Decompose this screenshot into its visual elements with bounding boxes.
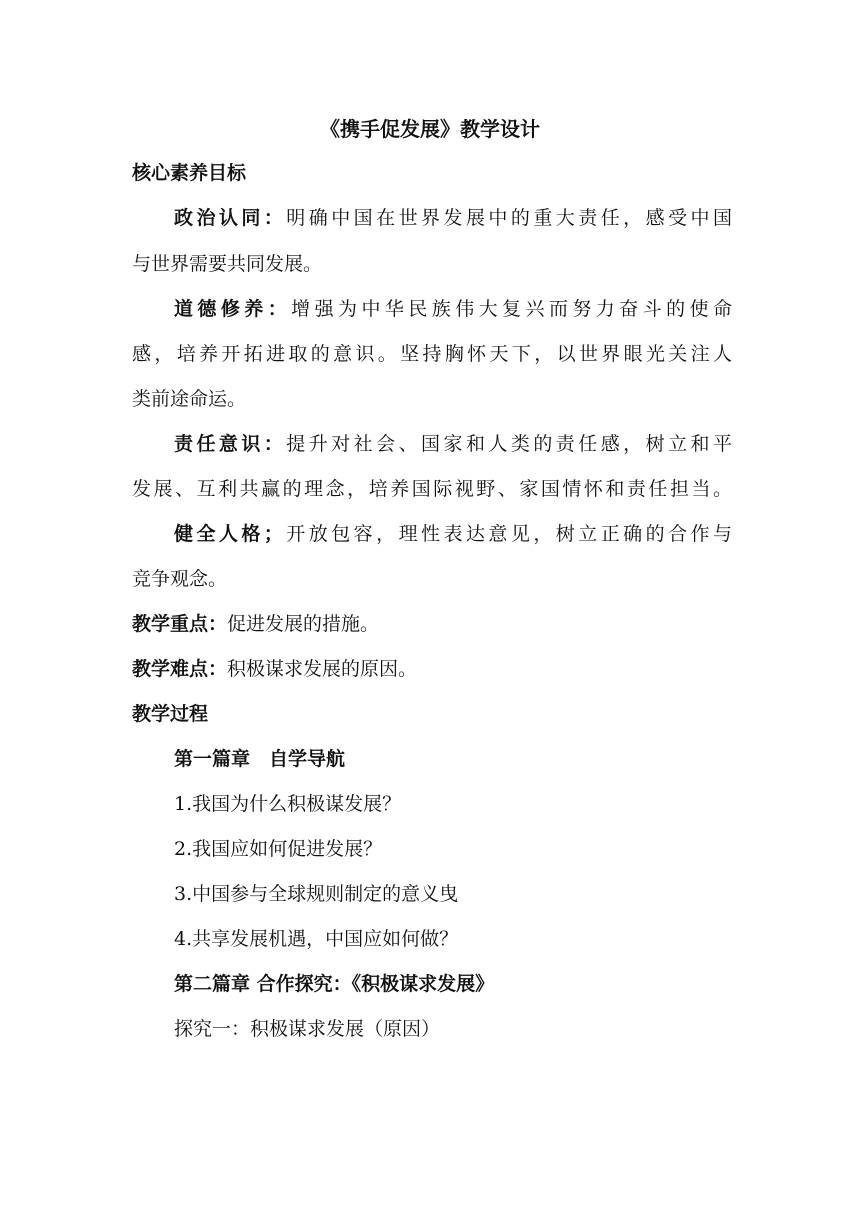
core-goals-heading: 核心素养目标 xyxy=(132,162,247,184)
personality-label: 健全人格； xyxy=(174,523,283,545)
question-3: 3.中国参与全球规则制定的意义曳 xyxy=(174,883,459,905)
moral-line-2: 感，培养开拓进取的意识。坚持胸怀天下，以世界眼光关注人 xyxy=(132,343,732,365)
difficult-point-text: 积极谋求发展的原因。 xyxy=(227,658,418,680)
personality-line-2: 竞争观念。 xyxy=(132,568,228,590)
personality-text-1: 开放包容，理性表达意见，树立正确的合作与 xyxy=(282,523,732,545)
difficult-point-label: 教学难点： xyxy=(132,658,228,680)
political-line-1 xyxy=(174,206,732,230)
responsibility-line-2: 发展、互利共赢的理念，培养国际视野、家国情怀和责任担当。 xyxy=(132,478,732,500)
process-heading: 教学过程 xyxy=(132,703,209,725)
key-point-label: 教学重点： xyxy=(132,613,228,635)
responsibility-text-1: 提升对社会、国家和人类的责任感，树立和平 xyxy=(286,433,732,455)
chapter-2-title: 第二篇章 合作探究：《积极谋求发展》 xyxy=(174,973,495,995)
political-line-2: 与世界需要共同发展。 xyxy=(132,253,323,275)
moral-text-1: 增强为中华民族伟大复兴而努力奋斗的使命 xyxy=(291,298,732,320)
political-label: 政治认同： xyxy=(174,207,287,229)
responsibility-label: 责任意识： xyxy=(174,433,287,455)
question-1: 1.我国为什么积极谋发展？ xyxy=(174,793,402,815)
question-2: 2.我国应如何促进发展？ xyxy=(174,838,383,860)
moral-line-3: 类前途命运。 xyxy=(132,388,247,410)
difficult-point-line xyxy=(132,657,732,681)
chapter-1-title: 第一篇章 自学导航 xyxy=(174,748,346,770)
political-text-1: 明确中国在世界发展中的重大责任，感受中国 xyxy=(286,207,732,229)
moral-line-1 xyxy=(174,297,732,321)
question-4: 4.共享发展机遇，中国应如何做？ xyxy=(174,928,459,950)
moral-label: 道德修养： xyxy=(174,298,292,320)
key-point-text: 促进发展的措施。 xyxy=(227,613,380,635)
responsibility-line-1 xyxy=(174,432,732,456)
personality-line-1 xyxy=(174,522,732,546)
key-point-line xyxy=(132,612,732,636)
document-title: 《携手促发展》教学设计 xyxy=(320,117,540,141)
explore-1: 探究一：积极谋求发展（原因） xyxy=(174,1018,441,1040)
